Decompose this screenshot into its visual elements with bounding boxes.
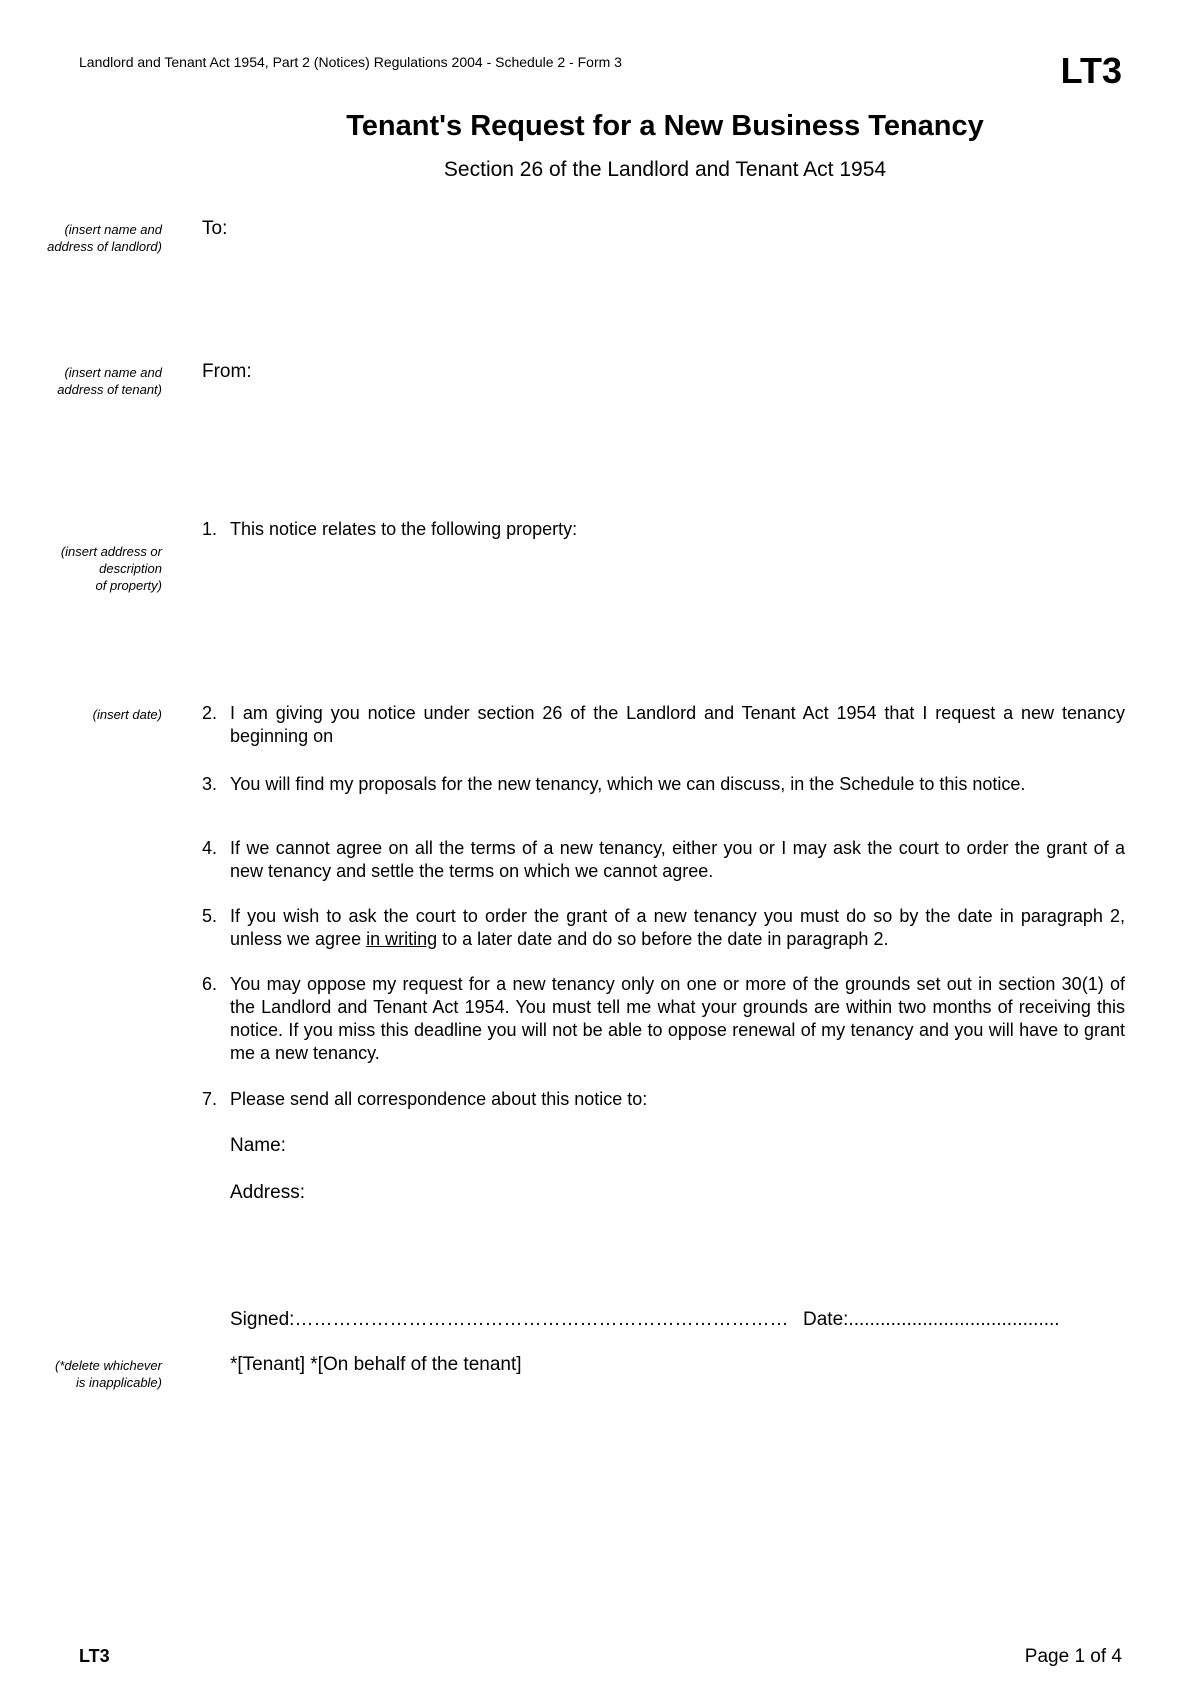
date-label: Date: — [803, 1309, 849, 1330]
signed-field — [230, 1309, 788, 1331]
from-label: From: — [202, 361, 252, 382]
margin-note-line: description — [99, 561, 162, 576]
paragraph-3 — [202, 773, 1125, 796]
form-code: LT3 — [1060, 50, 1122, 91]
signed-dotted-line: …………………………………………………………………… — [294, 1309, 789, 1330]
paragraph-number: 6. — [202, 974, 218, 994]
paragraph-number: 2. — [202, 703, 218, 723]
paragraph-5 — [202, 905, 1125, 951]
margin-note-landlord — [20, 221, 162, 255]
margin-note-property — [20, 543, 162, 594]
paragraph-number: 3. — [202, 774, 218, 794]
margin-note-line: (insert name and — [64, 365, 162, 380]
date-field — [803, 1309, 1060, 1331]
paragraph-7 — [202, 1088, 1125, 1111]
address-label: Address: — [230, 1182, 305, 1203]
paragraph-number: 4. — [202, 838, 218, 858]
to-label: To: — [202, 218, 228, 239]
margin-note-line: (*delete whichever — [55, 1358, 162, 1373]
paragraph-text: If we cannot agree on all the terms of a new tenancy, either you or I may ask the court to order the grant of a new tenancy and settle the terms on which we cannot agree. — [230, 838, 1125, 881]
underlined-in-writing: in writing — [366, 929, 438, 949]
paragraph-number: 5. — [202, 906, 218, 926]
header-reference: Landlord and Tenant Act 1954, Part 2 (Notices) Regulations 2004 - Schedule 2 - Form 3 — [79, 54, 622, 70]
paragraph-number: 1. — [202, 519, 218, 539]
paragraph-number: 7. — [202, 1089, 218, 1109]
paragraph-text: You may oppose my request for a new tenancy only on one or more of the grounds set out in section 30(1) of the Landlord and Tenant Act 1954. You must tell me what your grounds are within two months of receiving this notice. If you miss this deadline you will not be able to oppose renewal of my tenancy and you will have to grant me a new tenancy. — [230, 974, 1125, 1063]
margin-note-line: address of landlord) — [47, 239, 162, 254]
paragraph-text: I am giving you notice under section 26 of the Landlord and Tenant Act 1954 that I request a new tenancy beginning on — [230, 703, 1125, 746]
margin-note-line: of property) — [95, 578, 162, 593]
margin-note-line: (insert address or — [60, 544, 162, 559]
name-label: Name: — [230, 1135, 286, 1156]
paragraph-text: Please send all correspondence about this notice to: — [230, 1089, 648, 1109]
signatory-capacity: *[Tenant] *[On behalf of the tenant] — [230, 1354, 522, 1375]
form-subtitle: Section 26 of the Landlord and Tenant Act 1954 — [443, 158, 887, 181]
paragraph-text-part: If you wish to ask the court to order the grant of a new tenancy you must do so by the date in paragraph 2, unless we agree — [230, 906, 1125, 949]
paragraph-text-part: to a later date and do so before the date in paragraph 2. — [437, 929, 889, 949]
margin-note-line: (insert name and — [64, 222, 162, 237]
margin-note-delete — [20, 1357, 162, 1391]
margin-note-date: (insert date) — [92, 707, 162, 722]
paragraph-4 — [202, 837, 1125, 883]
date-dotted-line: ........................................ — [848, 1309, 1060, 1330]
signed-label: Signed: — [230, 1309, 295, 1330]
page-number: Page 1 of 4 — [1024, 1646, 1122, 1667]
margin-note-line: is inapplicable) — [76, 1375, 162, 1390]
paragraph-2 — [202, 702, 1125, 748]
paragraph-text: You will find my proposals for the new tenancy, which we can discuss, in the Schedule to this notice. — [230, 774, 1026, 794]
paragraph-1 — [202, 518, 1125, 541]
margin-note-tenant — [20, 364, 162, 398]
paragraph-text — [230, 905, 1125, 951]
form-title: Tenant's Request for a New Business Tenancy — [346, 110, 984, 142]
footer-form-code: LT3 — [79, 1646, 110, 1666]
margin-note-line: address of tenant) — [57, 382, 162, 397]
paragraph-text: This notice relates to the following property: — [230, 519, 578, 539]
paragraph-6 — [202, 973, 1125, 1065]
